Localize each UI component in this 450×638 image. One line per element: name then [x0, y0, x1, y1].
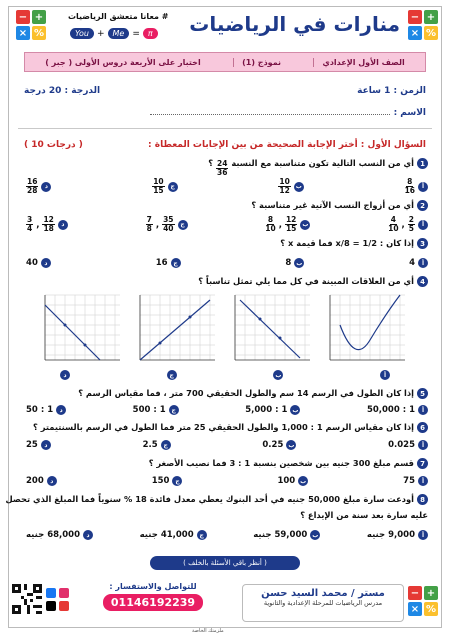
option[interactable]: أ 0.025 — [388, 440, 428, 450]
tiktok-icon[interactable] — [46, 601, 56, 611]
q8-options — [26, 530, 428, 540]
test-label: اختبار على الأربعة دروس الأولى ( جبر ) — [45, 57, 201, 67]
option[interactable]: أ 8 16 — [405, 178, 428, 195]
option[interactable]: د 16 28 — [26, 178, 51, 195]
contact-label: للتواصل والاستفسار : — [109, 582, 197, 591]
option[interactable]: ج 1 : 500 — [133, 405, 179, 415]
q4-graphs — [40, 290, 410, 370]
question-4: 4أي من العلاقات المبينة في كل مما يلي تمثل تناسباً ؟ — [198, 276, 428, 287]
math-icon: − + × % — [408, 10, 438, 40]
q2-options — [26, 216, 428, 233]
model-label: نموذج (1) — [233, 58, 289, 67]
question-5: 5إذا كان الطول في الرسم 14 سم والطول الحقيقي 700 متر ، فما مقياس الرسم ؟ — [78, 388, 428, 399]
question-7: 7قسم مبلغ 300 جنيه بين شخصين بنسبة 1 : 3 فما نصيب الأصغر ؟ — [149, 458, 428, 469]
question-6: 6إذا كان مقياس الرسم 1 : 1,000 والطول الحقيقي 25 متر فما الطول في الرسم بالسنتيمتر ؟ — [33, 422, 428, 433]
question-8: 8أودعت سارة مبلغ 50,000 جنيه في أحد البنوك يعطي معدل فائدة 18 % سنوياً فما المبلغ الذي تحصل — [5, 494, 428, 505]
teacher-name: مستر / محمد السيد حسن — [261, 588, 385, 599]
name-field: الاسم : — [150, 106, 426, 118]
section-marks: ( 10 درجات ) — [24, 140, 83, 150]
continue-note: ( أنظر باقي الأسئلة بالخلف ) — [150, 556, 300, 570]
option[interactable]: د — [60, 370, 70, 380]
option[interactable]: أ 9,000 جنيه — [367, 530, 428, 540]
option[interactable]: أ 4 — [409, 258, 428, 268]
time-label: الزمن : 1 ساعة — [357, 86, 426, 96]
option[interactable]: ب 10 12 — [279, 177, 302, 195]
option[interactable]: ب 12 15 , 8 10 — [265, 215, 309, 233]
option[interactable]: ب 1 : 5,000 — [245, 405, 299, 415]
option[interactable]: د 12 18 , 3 4 — [26, 216, 68, 233]
q1-options — [26, 178, 428, 195]
instagram-icon[interactable] — [59, 588, 69, 598]
phone-number[interactable]: 01146192239 — [103, 594, 203, 611]
qr-code-icon[interactable] — [12, 584, 42, 614]
option[interactable]: د 68,000 جنيه — [26, 530, 93, 540]
option[interactable]: أ 1 : 50,000 — [367, 405, 428, 415]
option[interactable]: د 25 — [26, 440, 51, 450]
q5-options — [26, 405, 428, 415]
question-8-cont: عليه سارة بعد سنة من الإيداع ؟ — [300, 510, 428, 520]
question-1: 1أي من النسب التالية تكون متناسبة مع النسبة $\frac{24}{36}$ ؟ — [208, 158, 428, 177]
slogan: # معانا متعشق الرياضيات — [68, 12, 169, 21]
option[interactable]: ب 59,000 جنيه — [253, 530, 319, 540]
option[interactable]: ج 10 15 — [152, 178, 177, 195]
option[interactable]: ج 16 — [156, 258, 181, 268]
option[interactable]: ب — [275, 371, 282, 379]
question-2: 2أي من أزواج النسب الآتية غير متناسبة ؟ — [251, 200, 428, 211]
option[interactable]: د 1 : 50 — [26, 405, 66, 415]
youtube-icon[interactable] — [59, 601, 69, 611]
option[interactable]: د 40 — [26, 258, 51, 268]
option[interactable]: ج 150 — [152, 476, 183, 486]
exam-info-bar — [24, 52, 426, 72]
teacher-role: مدرس الرياضيات للمرحلة الإعدادية والثانوية — [263, 599, 383, 607]
facebook-icon[interactable] — [46, 588, 56, 598]
page-title: منارات في الرياضيات — [189, 12, 400, 36]
q6-options — [26, 440, 428, 450]
teacher-box — [242, 584, 404, 622]
q3-options — [26, 258, 428, 268]
option[interactable]: ب 100 — [277, 476, 307, 486]
option[interactable]: ج 2.5 — [143, 440, 171, 450]
q4-options — [60, 370, 390, 380]
grade-label: الصف الأول الإعدادي — [313, 58, 412, 67]
q7-options — [26, 476, 428, 486]
question-3: 3إذا كان : 1/2 = 8/x فما قيمة x ؟ — [280, 238, 428, 249]
math-icon: − + × % — [408, 586, 438, 616]
social-icons — [46, 588, 69, 611]
section-title: السؤال الأول : أختر الإجابة الصحيحة من بين الإجابات المعطاة : — [148, 140, 426, 150]
option[interactable]: ج 41,000 جنيه — [140, 530, 207, 540]
option[interactable]: أ 75 — [403, 476, 428, 486]
divider — [18, 128, 432, 129]
option[interactable]: ج — [167, 370, 177, 380]
site-watermark: ملزمتك الخاصة — [192, 628, 224, 634]
option[interactable]: ب 8 — [285, 258, 303, 268]
option[interactable]: أ — [380, 370, 390, 380]
footer — [10, 580, 440, 626]
slogan-equation: You + Me = π — [70, 28, 158, 39]
math-icon: − + × % — [16, 10, 46, 40]
option[interactable]: ج 35 40 , 7 8 — [146, 216, 188, 233]
contact-box — [78, 582, 228, 611]
option[interactable]: ب 0.25 — [262, 440, 295, 450]
option[interactable]: أ 2 5 , 4 10 — [388, 216, 428, 233]
score-label: الدرجة : 20 درجة — [24, 86, 101, 96]
option[interactable]: د 200 — [26, 476, 57, 486]
header — [10, 8, 440, 46]
